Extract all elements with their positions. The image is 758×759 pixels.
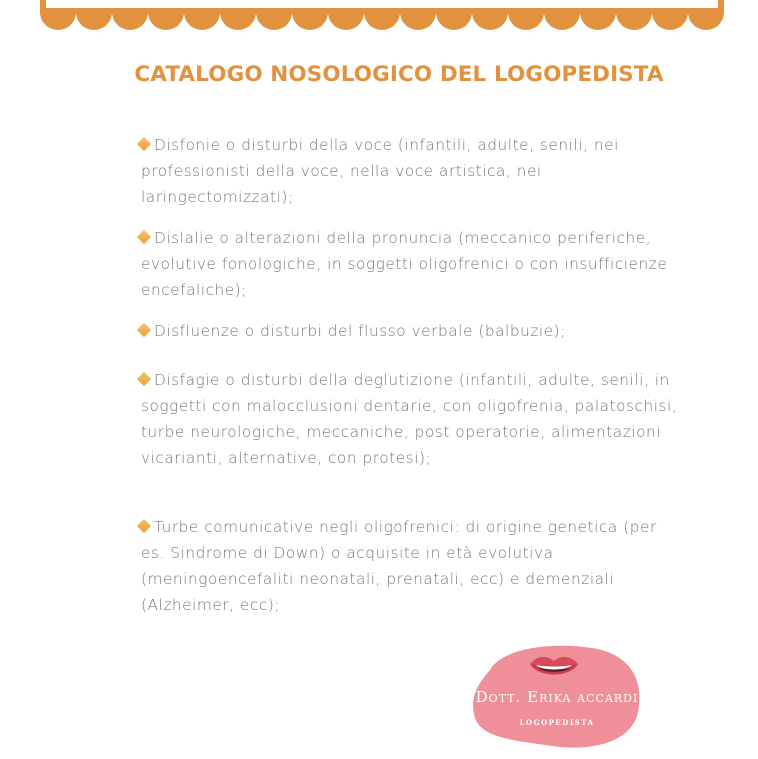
diamond-bullet-icon (137, 323, 151, 337)
list-item: Disfonie o disturbi della voce (infantili, adulte, senili, nei professionisti della voce, nella voce artistica, nei laringectomizzati); (124, 132, 684, 210)
diamond-bullet-icon (137, 137, 151, 151)
list-item: Turbe comunicative negli oligofrenici: di origine genetica (per es. Sindrome di Down) o acquisite in età evolutiva (meningoencefaliti neonatali, prenatali, ecc) e demenziali (Alzheimer, ecc); (124, 514, 684, 618)
list-item: Disfluenze o disturbi del flusso verbale (balbuzie); (124, 318, 684, 344)
scalloped-banner (0, 0, 758, 32)
diamond-bullet-icon (137, 230, 151, 244)
list-item: Disfagie o disturbi della deglutizione (infantili, adulte, senili, in soggetti con malocclusioni dentarie, con oligofrenia, palatoschisi, turbe neurologiche, meccaniche, post operatorie, alimentazioni vicarianti, alternative, con protesi); (124, 367, 684, 471)
diamond-bullet-icon (137, 519, 151, 533)
list-item: Dislalie o alterazioni della pronuncia (meccanico periferiche, evolutive fonologiche, in soggetti oligofrenici o con insufficienze encefaliche); (124, 225, 684, 303)
page-title: CATALOGO NOSOLOGICO DEL LOGOPEDISTA (134, 62, 664, 87)
logo (472, 642, 642, 750)
logo-subtitle: LOGOPEDISTA (519, 718, 595, 727)
diamond-bullet-icon (137, 372, 151, 386)
logo-name: Dott. Erika accardi (475, 688, 639, 706)
